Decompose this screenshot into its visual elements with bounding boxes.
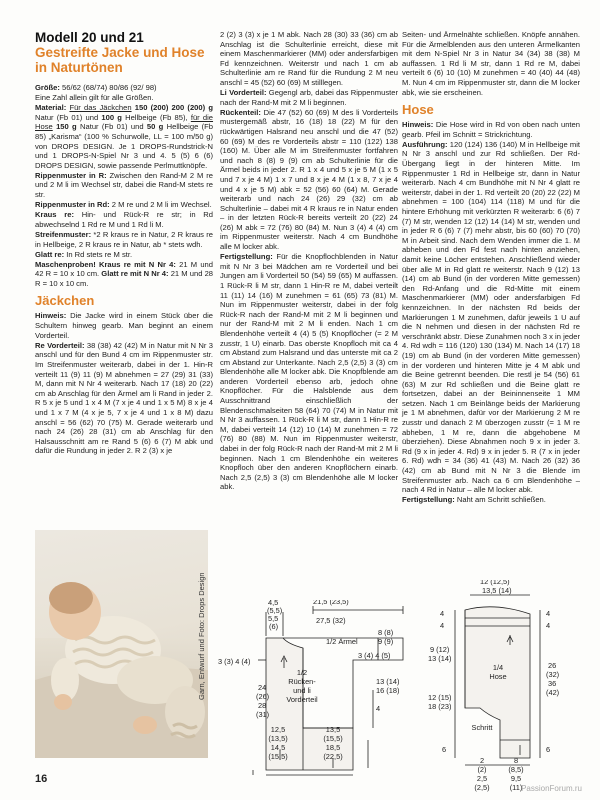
label-aermel: 1/2 Ärmel	[326, 637, 358, 646]
pants-label-2: Hose	[489, 672, 507, 681]
pants-bottom-1: 8	[513, 756, 519, 765]
bottom-right-3: 18,5	[325, 743, 341, 752]
bottom-right-2: (15,5)	[323, 734, 343, 743]
dim-top2: 27,5 (32)	[316, 616, 346, 625]
pants-r-a: 4	[546, 609, 551, 618]
page-number: 16	[35, 773, 48, 785]
re-vorderteil: Re Vorderteil: 38 (38) 42 (42) M in Natur mit N Nr 3 anschl und für den Bund 4 cm im Rippenmuster str. Im Streifenmuster weiterarb, dabei in der 1. Hin-R verteilt 11 (9) 11 (9) M abnehmen = 27 (29) 31 (33) M, dann mit N Nr 4 weiterarb. Nach 17 (18) 20 (22) cm ab Anschlag für den Ärmel am li Rand in jeder 2. R 5 x je 5 und 1 x 4 M (7 x je 4 und 1 x 5 M) 8 x je 4 und 1 x 7 M (4 x je 5, 7 x je 4 und 1 x 8 M) dazu anschl = 56 (62) 70 (75) M. Gerade weiterarb und nach 24 (26) 28 (31) cm ab Anschlag für den Halsausschnitt am re Rand 5 (6) 6 (7) M abk und dafür die Rundung in jeder 2. R 2 (3) x je	[35, 340, 213, 456]
pants-l-a: 4	[440, 609, 445, 618]
fertigstellung-jacke: Fertigstellung: Für die Knopflochblenden in Natur mit N Nr 3 bei Mädchen am re Vorderteil und bei Jungen am li Vorderteil 50 (54) 59 (65) M auffassen. 1 Rück-R li M str, dann 1 Hin-R re M, dabei verteilt 11 (11) 14 (16) M zunehmen = 61 (65) 73 (81) M. Nun im Rippenmuster weiterstr, dabei in der folg Rück-R nach der Rand-M mit 2 M li beginnen und nur der Rand-M mit 2 M li enden. Nach 1 cm Blendenhöhe verteilt 4 (4) 5 (5) Knopflöcher (= 2 M zusstr, 1 U) einarb. Das oberste Knopfloch mit ca 4 cm Abstand zum Halsrand und das unterste mit ca 2 cm Abstand zur Unterkante. Nach 2,5 (2,5) 3 (3) cm Blendenhöhe alle M locker abk. Die Knopfblende am anderen Vorderteil ebenso arb, jedoch ohne Knopflöcher. Für die Halsblende aus dem Ausschnittrand einschließlich der Blendenschmalseiten 58 (64) 70 (74) M in Natur mit N Nr 3 auffassen. 1 Rück-R li M str, dann 1 Hin-R re M, dabei verteilt 14 (12) 10 (14) M zunehmen = 72 (76) 80 (88) M. Nun im Rippenmuster weiterstr, dabei in der folg Rück-R nach der Rand-M mit 2 M li beginnen. Nach 1 cm Blendenhöhe ein weiteres Knopfloch über den anderen Knopflöchern einarb. Nach 2,5 (2,5) 3 (3) cm Blendenhöhe alle M locker abk.	[220, 252, 398, 492]
dim-left-b: 24	[258, 683, 267, 692]
pants-r-c: 26	[548, 661, 557, 670]
pants-bottom-3: 9,5	[510, 774, 522, 783]
li-vorderteil: Li Vorderteil: Gegengl arb, dabei das Rippenmuster nach der Rand-M mit 2 M li beginnen.	[220, 88, 398, 107]
pants-small-4: (2,5)	[474, 783, 490, 792]
pants-small-3: 2,5	[476, 774, 488, 783]
pants-l-b: 4	[440, 621, 445, 630]
dim-right-d: 13 (14)	[376, 677, 400, 686]
pants-schritt-label: Schritt	[471, 723, 493, 732]
bottom-right-1: 13,5	[325, 725, 341, 734]
dim-m1: 4,5	[268, 600, 279, 607]
column-right	[402, 30, 580, 505]
pants-r-b: 4	[546, 621, 551, 630]
page-subtitle: Gestreifte Jacke und Hose in Naturtönen	[35, 45, 205, 75]
pants-r-e: 36	[548, 679, 557, 688]
section-hose: Hose	[402, 102, 434, 118]
jacket-diagram	[218, 600, 408, 795]
bottom-left-3: 14,5	[270, 743, 286, 752]
pants-top2: 13,5 (14)	[482, 586, 512, 595]
watermark: PassionForum.ru	[521, 784, 582, 793]
dim-m2: (5,5)	[267, 606, 283, 615]
streifenmuster: Streifenmuster: *2 R kraus re in Natur, 2 R kraus re in Hellbeige, 2 R kraus re in Natur, ab * stets wdh.	[35, 229, 213, 249]
label-ruecken-3: und li	[293, 686, 311, 695]
pants-small-1: 2	[479, 756, 485, 765]
pants-l-f: 18 (23)	[428, 702, 452, 711]
rueckenteil: Rückenteil: Die 47 (52) 60 (69) M des li Vorderteils mustergemäß abstr, 16 (18) 18 (22) M für den rückwärtigen Halsrand neu anschl und die 47 (52) 60 (69) M des re Vorderteils abstr = 110 (122) 138 (160) M. Über alle M im Streifenmuster fortfahren und nach 8 (8) 9 (9) cm ab Schulterlinie für die Ärmel beids in jeder 2. R 1 x 4 und 5 x je 5 M (1 x 5 und 7 x je 4 M) 1 x 7 und 8 x je 4 M (1 x 8, 7 x je 4 und 4 x je 5 M) abk = 52 (56) 60 (64) M. Gerade weiterarb und nach 24 (26) 29 (32) cm ab Schulterlinie – dabei mit 4 R kraus re in Natur enden – in der letzten Rück-R bereits verteilt 20 (22) 24 (26) M abk = 72 (76) 80 (84) M. Nun 3 (4) 4 (4) cm im Rippenmuster weiterstr. Nach 4 cm Bundhöhe alle M locker abk.	[220, 107, 398, 252]
rippenmuster-rd: Rippenmuster in Rd: 2 M re und 2 M li im Wechsel.	[35, 200, 212, 210]
dim-left-c: (26)	[256, 692, 270, 701]
bottom-left-1: 12,5	[270, 725, 286, 734]
kraus-re: Kraus re: Hin- und Rück-R re str; in Rd abwechselnd 1 Rd re M und 1 Rd li M.	[35, 210, 214, 229]
pants-r-f: (42)	[546, 688, 560, 697]
dim-left-e: (31)	[256, 710, 270, 719]
bottom-right-4: (22,5)	[323, 752, 343, 761]
dim-m4: (6)	[269, 622, 279, 631]
pants-l-d: 13 (14)	[428, 654, 452, 663]
dim-right-a: 8 (8)	[378, 628, 394, 637]
label-ruecken-1: 1/2	[296, 668, 308, 677]
aermel-cont: Seiten- und Ärmelnähte schließen. Knöpfe annähen. Für die Ärmelblenden aus den unteren Ärmelkanten mit dem N-Spiel Nr 3 in Natur 34 (34) 38 (38) M auffassen. 1 Rd li M str, dann 1 Rd re M, dabei verteilt 6 (6) 10 (10) M zunehmen = 40 (40) 44 (48) M. Nun 4 cm im Rippenmuster str, dann die M locker abk, wie sie erscheinen.	[402, 30, 580, 97]
glatt-re: Glatt re: In Rd stets re M str.	[35, 249, 133, 259]
sizes-note: Eine Zahl allein gilt für alle Größen.	[35, 93, 154, 103]
label-ruecken-4: Vorderteil	[286, 695, 318, 704]
ausfuehrung: Ausführung: 120 (124) 136 (140) M in Hellbeige mit N Nr 3 anschl und zur Rd schließen. Der Rd-Übergang liegt in der hinteren Mitte. Im Rippenmuster 1 Rd in Hellbeige str, dann in Natur weiterarb. Nach 4 cm Bundhöhe mit N Nr 4 glatt re weiterstr, dabei in der 1. Rd verteilt 20 (20) 22 (22) M abnehmen = 100 (104) 114 (118) M und für die hintere Erhöhung mit verkürzten R weiterarb: 6 (6) 7 (7) M str, wenden 12 (12) 14 (14) M str, wenden und in jeder R 6 (6) 7 (7) mehr abstr, bis 60 (60) 70 (70) M in Arbeit sind. Nach dem Wenden immer die 1. M abheben und den Fd fest nach hinten anziehen, damit keine Löcher entstehen. Anschließend wieder über alle M in Rd glatt re weiterstr. Nach 9 (12) 13 (14) cm ab Bund (in der vorderen Mitte gemessen) den Rd-Anfang und die Rd-Mitte mit einem Maschenmarkierer (MM) oder andersfarbigen Fd kennzeichnen. In der nächsten Rd beids der Markierungen 1 M zunehmen, dafür jeweils 1 U auf die N nehmen und diesen in der nächsten Rd re verschränkt abstr. Diese Zunahmen noch 3 x in jeder 4. Rd wdh = 116 (120) 130 (134) M. Nach 14 (17) 18 (19) cm ab Bund (in der vorderen Mitte gemessen) in der vorderen und hinteren Mitte je 4 M abk und die Beine getrennt beenden. Die restl je 54 (56) 61 (63) M zur Rd schließen und die Beine glatt re fortsetzen, dabei an der Beininnenseite 1 MM setzen. Nach 1 cm Beinlänge beids der Markierung je 1 M abnehmen, dafür vor der Markierung 2 M re zusstr und danach 2 M überzogen zusstr (= 1 M re abheben, 1 M re, dann die abgehobene M überziehen). Diese Abnahmen noch 9 x in jeder 3. Rd (9 x in jeder 4. Rd) 9 x in jeder 5. R (7 x in jeder 6. Rd) wdh = 34 (36) 41 (43) M. Nach 26 (32) 36 (42) cm ab Bund mit N Nr 3 die Blende im Streifenmuster arb. Nach ca 6 cm Blendenhöhe – nach 4 Rd in Natur – alle M locker abk.	[402, 139, 580, 495]
photo-credit: Garn, Entwurf und Foto: Drops Design	[197, 572, 206, 700]
dim-right-b: 9 (9)	[378, 637, 394, 646]
pants-l-e: 12 (15)	[428, 693, 452, 702]
dim-right-e: 16 (18)	[376, 686, 400, 695]
rippenmuster-r: Rippenmuster in R: Zwischen den Rand-M 2 M re und 2 M li im Wechsel str, dabei die Rand-M stets re str.	[35, 170, 213, 200]
bottom-left-2: (13,5)	[268, 734, 288, 743]
dim-top1: 21,5 (23,5)	[313, 600, 349, 606]
pants-top1: 12 (12,5)	[480, 580, 510, 586]
page-title: Modell 20 und 21	[35, 30, 144, 45]
pants-l-c: 9 (12)	[430, 645, 450, 654]
pants-r-g: 6	[546, 745, 551, 754]
sizes: Größe: 56/62 (68/74) 80/86 (92/ 98)	[35, 83, 157, 92]
fertigstellung-hose: Fertigstellung: Naht am Schritt schließen.	[402, 495, 546, 505]
dim-left-a: 3 (3) 4 (4)	[218, 657, 251, 666]
pants-bottom-2: (8,5)	[508, 765, 524, 774]
section-jaeckchen: Jäckchen	[35, 293, 95, 309]
hinweis-jacke: Hinweis: Die Jacke wird in einem Stück über die Schultern hinweg gearb. Man beginnt an einem Vorderteil.	[35, 311, 213, 340]
dim-right-f: 4	[376, 704, 381, 713]
pants-small-2: (2)	[477, 765, 487, 774]
vorderteil-cont: 2 (2) 3 (3) x je 1 M abk. Nach 28 (30) 33 (36) cm ab Anschlag ist die Schulterlinie erreicht, diese mit einem Maschenmarkierer (MM) oder andersfarbigen Fd kennzeichnen. Weiterstr und nach 1 cm ab Schulterlinie am re Rand für die Rundung 2 M neu anschl = 45 (52) 60 (69) M stilllegen.	[220, 30, 398, 87]
pants-label-1: 1/4	[492, 663, 504, 672]
dim-left-d: 28	[258, 701, 267, 710]
pants-diagram	[410, 580, 585, 795]
baby-photo	[35, 530, 208, 758]
pants-r-d: (32)	[546, 670, 560, 679]
bottom-left-4: (15,5)	[268, 752, 288, 761]
pants-l-g: 6	[442, 745, 447, 754]
material: Material: Für das Jäckchen 150 (200) 200 (200) g Natur (Fb 01) und 100 g Hellbeige (Fb 85), für die Hose 150 g Natur (Fb 01) und 50 g Hellbeige (Fb 85) „Karisma“ (100 % Schurwolle, LL = 100 m/50 g) von DROPS DESIGN. Je 1 DROPS-Rundstrick-N und 1 DROPS-N-Spiel Nr 3 und 4. 5 (5) 6 (6) DROPS DESIGN, sowie passende Perlmuttknöpfe.	[35, 103, 214, 170]
dim-right-c: 3 (4) 4 (5)	[358, 651, 391, 660]
maschenprobe: Maschenproben! Kraus re mit N Nr 4: 21 M und 42 R = 10 x 10 cm. Glatt re mit N Nr 4: 21 M und 28 R = 10 x 10 cm.	[35, 259, 214, 288]
dim-m3: 5,5	[268, 614, 279, 623]
label-ruecken-2: Rücken-	[288, 677, 316, 686]
column-middle	[220, 30, 398, 493]
column-left	[35, 30, 213, 456]
pants-bottom-4: (11)	[509, 783, 523, 792]
hinweis-hose: Hinweis: Die Hose wird in Rd von oben nach unten gearb. Pfeil im Schnitt = Strickrichtung.	[402, 120, 580, 139]
